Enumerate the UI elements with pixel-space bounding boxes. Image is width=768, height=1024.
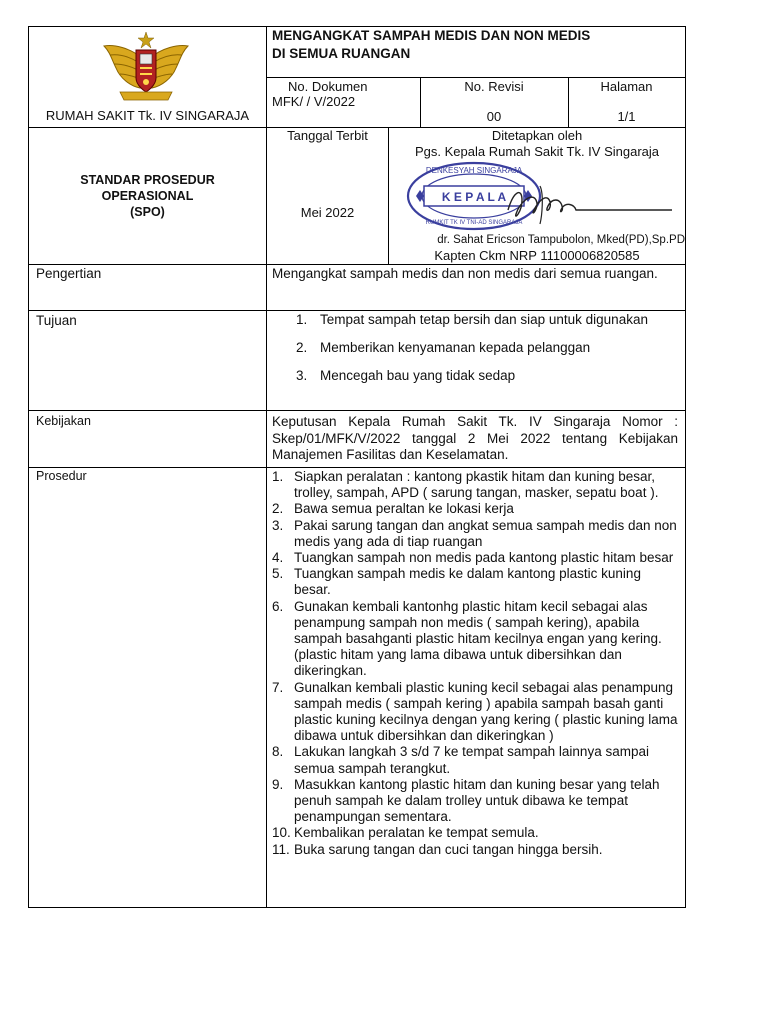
list-item-number: 7. [272,679,284,695]
title-line-1: MENGANGKAT SAMPAH MEDIS DAN NON MEDIS [272,28,591,43]
hospital-name: RUMAH SAKIT Tk. IV SINGARAJA [45,108,250,123]
list-item [272,599,680,680]
hospital-logo [100,30,192,102]
list-item-number: 4. [272,550,284,566]
list-item-text: Masukkan kantong plastic hitam dan kuning besar yang telah penuh sampah ke dalam trolley untuk dibawa ke tempat penampungan sementara. [294,776,660,825]
tujuan-list [272,312,678,397]
list-item-text: Buka sarung tangan dan cuci tangan hingga bersih. [294,841,603,857]
list-item-text: Bawa semua peraltan ke lokasi kerja [294,501,514,517]
list-item [272,518,680,550]
stamp-bottom-text: RUMKIT TK IV TNI-AD SINGARAJA [425,220,523,226]
document-title [272,27,682,63]
list-item-number: 2. [272,501,284,517]
list-item-number: 1. [296,312,308,327]
rev-label: No. Revisi [464,79,524,94]
list-item-text: Tuangkan sampah non medis pada kantong plastic hitam besar [294,550,674,566]
list-item-number: 11. [272,841,290,857]
spo-line-1: STANDAR PROSEDUR [80,173,215,187]
list-item-number: 5. [272,566,284,582]
list-item [272,825,680,841]
set-by-label: Ditetapkan oleh [491,128,583,143]
list-item-number: 10. [272,825,291,841]
list-item-number: 8. [272,744,284,760]
list-item [272,340,678,356]
prosedur-label: Prosedur [36,469,87,483]
set-by-title: Pgs. Kepala Rumah Sakit Tk. IV Singaraja [415,144,659,159]
list-item-text: Pakai sarung tangan dan angkat semua sampah medis dan non medis yang ada di tiap ruangan [294,517,677,549]
list-item [272,368,678,384]
stamp-center-text: K E P A L A [441,190,507,204]
prosedur-list [272,469,680,858]
list-item-text: Siapkan peralatan : kantong pkastik hitam dan kuning besar, trolley, sampah, APD ( sarung tangan, masker, sepatu boat ). [294,469,659,501]
list-item [272,550,680,566]
signer-rank: Kapten Ckm NRP 11100006820585 [434,248,640,263]
list-item [272,312,678,328]
spo-line-3: (SPO) [130,205,165,219]
page-value: 1/1 [617,109,636,124]
tujuan-label: Tujuan [36,313,77,328]
pengertian-label: Pengertian [36,266,102,281]
list-item [272,469,680,501]
kebijakan-label: Kebijakan [36,414,91,428]
list-item-text: Tuangkan sampah medis ke dalam kantong plastic kuning besar. [294,566,641,598]
kebijakan-text: Keputusan Kepala Rumah Sakit Tk. IV Singaraja Nomor : Skep/01/MFK/V/2022 tanggal 2 Mei 2022 tentang Kebijakan Manajemen Fasilitas dan Keselamatan. [272,414,678,462]
page-label: Halaman [600,79,653,94]
list-item-text: Tempat sampah tetap bersih dan siap untuk digunakan [320,312,648,327]
list-item-text: Memberikan kenyamanan kepada pelanggan [320,340,591,356]
rev-value: 00 [486,109,502,124]
list-item [272,842,680,858]
list-item [272,566,680,598]
list-item-text: Kembalikan peralatan ke tempat semula. [294,825,539,841]
spo-line-2: OPERASIONAL [101,189,194,203]
list-item [272,777,680,826]
list-item-number: 6. [272,598,284,614]
list-item-text: Lakukan langkah 3 s/d 7 ke tempat sampah lainnya sampai semua sampah terangkut. [294,744,649,776]
title-line-2: DI SEMUA RUANGAN [272,46,411,61]
pengertian-text: Mengangkat sampah medis dan non medis dari semua ruangan. [272,266,658,281]
list-item-number: 3. [272,517,284,533]
signature [500,180,680,230]
stamp-top-text: DENKESYAH SINGARAJA [425,166,523,175]
signer-name: dr. Sahat Ericson Tampubolon, Mked(PD),Sp.PD [437,234,685,246]
list-item [272,501,680,517]
spo-heading [29,172,266,220]
doc-no-label: No. Dokumen [288,79,368,94]
list-item [272,680,680,745]
issue-date-value: Mei 2022 [300,205,355,220]
list-item-text: Gunalkan kembali plastic kuning kecil sebagai alas penampung sampah medis ( sampah kering ) apabila sampah basah ganti plastic kuning kecilnya dengan yang kering ( plastic kuning lama dibawa untuk dibersihkan dan dikeringkan ) [294,679,678,744]
list-item-text: Mencegah bau yang tidak sedap [320,368,516,384]
list-item-number: 3. [296,368,308,384]
list-item-number: 2. [296,340,308,356]
issue-date-label: Tanggal Terbit [287,128,368,143]
list-item [272,744,680,776]
doc-no-value: MFK/ / V/2022 [272,94,356,109]
list-item-number: 9. [272,776,284,792]
list-item-number: 1. [272,469,284,484]
list-item-text: Gunakan kembali kantonhg plastic hitam kecil sebagai alas penampung sampah non medis ( sampah kering), apabila sampah basahganti plastic hitam kecilnya engan yang kering. (plastic hitam yang lama dibawa untuk dibersihkan dan dikeringkan. [294,598,662,679]
